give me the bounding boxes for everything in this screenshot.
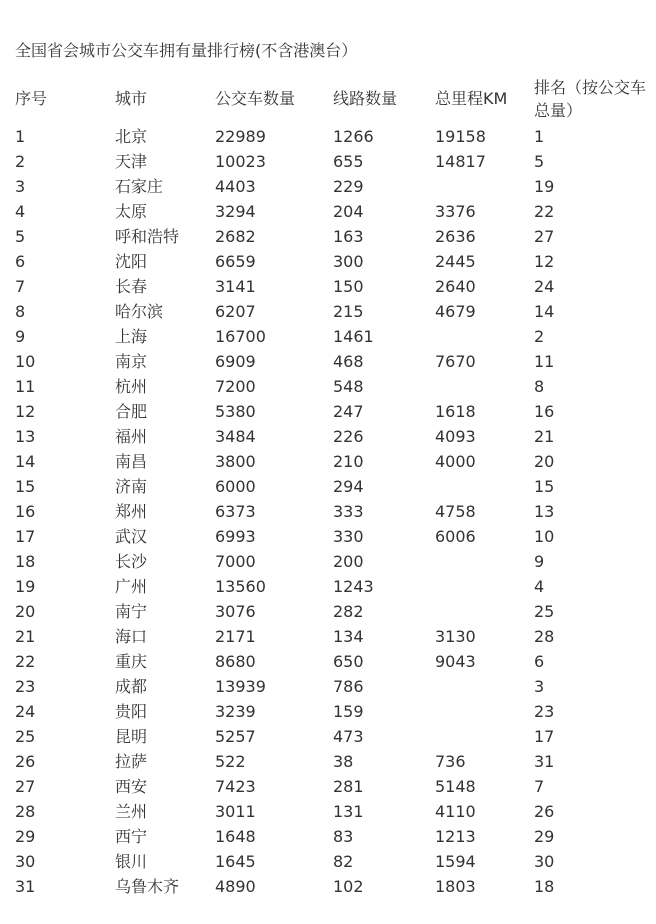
- cell-rank: 21: [534, 427, 555, 446]
- cell-bus-count: 1645: [215, 852, 256, 871]
- cell-route-count: 150: [333, 277, 364, 296]
- cell-route-count: 38: [333, 752, 354, 771]
- cell-total-mileage: 5148: [435, 777, 476, 796]
- cell-city: 天津: [115, 152, 148, 171]
- table-body: [0, 124, 656, 899]
- cell-rank: 22: [534, 202, 555, 221]
- table-row: [0, 674, 656, 699]
- cell-city: 济南: [115, 477, 148, 496]
- cell-total-mileage: 736: [435, 752, 466, 771]
- cell-bus-count: 6909: [215, 352, 256, 371]
- cell-city: 南宁: [115, 602, 148, 621]
- cell-rank: 30: [534, 852, 555, 871]
- cell-city: 成都: [115, 677, 148, 696]
- cell-total-mileage: 4679: [435, 302, 476, 321]
- cell-route-count: 82: [333, 852, 354, 871]
- cell-index: 14: [15, 452, 36, 471]
- cell-rank: 17: [534, 727, 555, 746]
- cell-rank: 25: [534, 602, 555, 621]
- cell-bus-count: 6000: [215, 477, 256, 496]
- cell-route-count: 650: [333, 652, 364, 671]
- table-row: [0, 274, 656, 299]
- cell-bus-count: 6373: [215, 502, 256, 521]
- cell-bus-count: 16700: [215, 327, 266, 346]
- cell-index: 22: [15, 652, 36, 671]
- table-row: [0, 699, 656, 724]
- cell-bus-count: 7423: [215, 777, 256, 796]
- cell-rank: 20: [534, 452, 555, 471]
- table-row: [0, 549, 656, 574]
- cell-rank: 24: [534, 277, 555, 296]
- cell-rank: 1: [534, 127, 545, 146]
- cell-route-count: 1243: [333, 577, 374, 596]
- cell-rank: 3: [534, 677, 545, 696]
- cell-index: 25: [15, 727, 36, 746]
- table-row: [0, 749, 656, 774]
- cell-city: 西安: [115, 777, 148, 796]
- cell-index: 24: [15, 702, 36, 721]
- cell-total-mileage: 9043: [435, 652, 476, 671]
- table-row: [0, 374, 656, 399]
- cell-index: 4: [15, 202, 26, 221]
- cell-index: 11: [15, 377, 36, 396]
- cell-rank: 10: [534, 527, 555, 546]
- table-row: [0, 649, 656, 674]
- cell-index: 19: [15, 577, 36, 596]
- cell-city: 哈尔滨: [115, 302, 164, 321]
- header-route-count: 线路数量: [333, 89, 398, 108]
- cell-route-count: 282: [333, 602, 364, 621]
- cell-bus-count: 3294: [215, 202, 256, 221]
- cell-rank: 6: [534, 652, 545, 671]
- cell-rank: 23: [534, 702, 555, 721]
- cell-route-count: 655: [333, 152, 364, 171]
- cell-city: 昆明: [115, 727, 148, 746]
- cell-index: 30: [15, 852, 36, 871]
- cell-rank: 9: [534, 552, 545, 571]
- table-row: [0, 399, 656, 424]
- cell-city: 乌鲁木齐: [115, 877, 180, 896]
- table-row: [0, 524, 656, 549]
- cell-total-mileage: 1213: [435, 827, 476, 846]
- cell-index: 3: [15, 177, 26, 196]
- cell-index: 1: [15, 127, 26, 146]
- cell-index: 16: [15, 502, 36, 521]
- cell-index: 29: [15, 827, 36, 846]
- table-row: [0, 799, 656, 824]
- cell-index: 26: [15, 752, 36, 771]
- table-row: [0, 224, 656, 249]
- cell-index: 31: [15, 877, 36, 896]
- cell-bus-count: 522: [215, 752, 246, 771]
- cell-index: 5: [15, 227, 26, 246]
- table-row: [0, 124, 656, 149]
- cell-route-count: 159: [333, 702, 364, 721]
- cell-route-count: 300: [333, 252, 364, 271]
- cell-total-mileage: 4110: [435, 802, 476, 821]
- cell-city: 南昌: [115, 452, 148, 471]
- cell-index: 23: [15, 677, 36, 696]
- cell-route-count: 163: [333, 227, 364, 246]
- cell-city: 合肥: [115, 402, 148, 421]
- cell-rank: 26: [534, 802, 555, 821]
- table-row: [0, 349, 656, 374]
- cell-route-count: 200: [333, 552, 364, 571]
- cell-index: 10: [15, 352, 36, 371]
- header-index: 序号: [15, 89, 48, 108]
- table-row: [0, 874, 656, 899]
- cell-city: 南京: [115, 352, 148, 371]
- cell-index: 9: [15, 327, 26, 346]
- cell-bus-count: 5257: [215, 727, 256, 746]
- cell-route-count: 134: [333, 627, 364, 646]
- cell-city: 石家庄: [115, 177, 164, 196]
- cell-index: 7: [15, 277, 26, 296]
- table-row: [0, 174, 656, 199]
- table-row: [0, 424, 656, 449]
- cell-bus-count: 3011: [215, 802, 256, 821]
- cell-route-count: 83: [333, 827, 354, 846]
- cell-total-mileage: 2445: [435, 252, 476, 271]
- cell-city: 呼和浩特: [115, 227, 180, 246]
- cell-rank: 19: [534, 177, 555, 196]
- cell-route-count: 473: [333, 727, 364, 746]
- cell-total-mileage: 4758: [435, 502, 476, 521]
- cell-city: 重庆: [115, 652, 148, 671]
- cell-city: 银川: [115, 852, 148, 871]
- cell-route-count: 210: [333, 452, 364, 471]
- cell-bus-count: 4890: [215, 877, 256, 896]
- cell-rank: 15: [534, 477, 555, 496]
- table-title: 全国省会城市公交车拥有量排行榜(不含港澳台）: [15, 41, 358, 60]
- cell-city: 北京: [115, 127, 148, 146]
- cell-total-mileage: 1594: [435, 852, 476, 871]
- header-rank: 排名（按公交车总量）: [534, 78, 647, 120]
- cell-route-count: 786: [333, 677, 364, 696]
- cell-index: 8: [15, 302, 26, 321]
- header-city: 城市: [115, 89, 148, 108]
- cell-index: 18: [15, 552, 36, 571]
- cell-bus-count: 3141: [215, 277, 256, 296]
- cell-route-count: 229: [333, 177, 364, 196]
- table-row: [0, 774, 656, 799]
- cell-city: 贵阳: [115, 702, 148, 721]
- cell-index: 17: [15, 527, 36, 546]
- cell-city: 长春: [115, 277, 148, 296]
- cell-total-mileage: 6006: [435, 527, 476, 546]
- table-row: [0, 599, 656, 624]
- cell-total-mileage: 7670: [435, 352, 476, 371]
- cell-city: 福州: [115, 427, 148, 446]
- cell-bus-count: 2682: [215, 227, 256, 246]
- cell-city: 太原: [115, 202, 148, 221]
- cell-total-mileage: 2640: [435, 277, 476, 296]
- cell-index: 13: [15, 427, 36, 446]
- cell-route-count: 1266: [333, 127, 374, 146]
- header-total-mileage: 总里程KM: [435, 89, 508, 108]
- cell-route-count: 294: [333, 477, 364, 496]
- cell-route-count: 333: [333, 502, 364, 521]
- cell-rank: 8: [534, 377, 545, 396]
- table-row: [0, 624, 656, 649]
- cell-route-count: 131: [333, 802, 364, 821]
- cell-city: 海口: [115, 627, 148, 646]
- cell-rank: 16: [534, 402, 555, 421]
- cell-city: 西宁: [115, 827, 148, 846]
- cell-index: 6: [15, 252, 26, 271]
- cell-index: 15: [15, 477, 36, 496]
- cell-rank: 18: [534, 877, 555, 896]
- cell-bus-count: 1648: [215, 827, 256, 846]
- cell-bus-count: 7200: [215, 377, 256, 396]
- cell-route-count: 215: [333, 302, 364, 321]
- cell-route-count: 330: [333, 527, 364, 546]
- cell-route-count: 468: [333, 352, 364, 371]
- table-row: [0, 299, 656, 324]
- table-row: [0, 199, 656, 224]
- cell-city: 杭州: [115, 377, 148, 396]
- cell-total-mileage: 2636: [435, 227, 476, 246]
- cell-route-count: 1461: [333, 327, 374, 346]
- cell-city: 长沙: [115, 552, 148, 571]
- cell-rank: 31: [534, 752, 555, 771]
- cell-city: 拉萨: [115, 752, 148, 771]
- table-row: [0, 724, 656, 749]
- cell-total-mileage: 1803: [435, 877, 476, 896]
- header-bus-count: 公交车数量: [215, 89, 296, 108]
- cell-rank: 5: [534, 152, 545, 171]
- cell-bus-count: 4403: [215, 177, 256, 196]
- cell-index: 20: [15, 602, 36, 621]
- table-row: [0, 249, 656, 274]
- cell-total-mileage: 3376: [435, 202, 476, 221]
- cell-rank: 29: [534, 827, 555, 846]
- cell-total-mileage: 14817: [435, 152, 486, 171]
- cell-route-count: 226: [333, 427, 364, 446]
- cell-bus-count: 22989: [215, 127, 266, 146]
- cell-bus-count: 6993: [215, 527, 256, 546]
- cell-total-mileage: 19158: [435, 127, 486, 146]
- cell-rank: 27: [534, 227, 555, 246]
- cell-bus-count: 5380: [215, 402, 256, 421]
- cell-bus-count: 6207: [215, 302, 256, 321]
- cell-rank: 7: [534, 777, 545, 796]
- cell-bus-count: 3800: [215, 452, 256, 471]
- cell-index: 27: [15, 777, 36, 796]
- cell-total-mileage: 4000: [435, 452, 476, 471]
- cell-bus-count: 6659: [215, 252, 256, 271]
- cell-city: 武汉: [115, 527, 148, 546]
- table-row: [0, 574, 656, 599]
- cell-total-mileage: 4093: [435, 427, 476, 446]
- table-row: [0, 499, 656, 524]
- table-row: [0, 824, 656, 849]
- table-row: [0, 474, 656, 499]
- table-row: [0, 149, 656, 174]
- cell-route-count: 247: [333, 402, 364, 421]
- cell-bus-count: 2171: [215, 627, 256, 646]
- cell-index: 2: [15, 152, 26, 171]
- cell-bus-count: 10023: [215, 152, 266, 171]
- table-row: [0, 324, 656, 349]
- cell-rank: 11: [534, 352, 555, 371]
- cell-rank: 28: [534, 627, 555, 646]
- cell-bus-count: 7000: [215, 552, 256, 571]
- cell-rank: 14: [534, 302, 555, 321]
- cell-index: 21: [15, 627, 36, 646]
- cell-route-count: 548: [333, 377, 364, 396]
- cell-index: 12: [15, 402, 36, 421]
- cell-rank: 2: [534, 327, 545, 346]
- cell-city: 沈阳: [115, 252, 148, 271]
- cell-rank: 13: [534, 502, 555, 521]
- cell-index: 28: [15, 802, 36, 821]
- cell-total-mileage: 1618: [435, 402, 476, 421]
- cell-bus-count: 3239: [215, 702, 256, 721]
- cell-rank: 4: [534, 577, 545, 596]
- cell-bus-count: 8680: [215, 652, 256, 671]
- cell-city: 郑州: [115, 502, 148, 521]
- cell-bus-count: 13939: [215, 677, 266, 696]
- cell-total-mileage: 3130: [435, 627, 476, 646]
- table-row: [0, 449, 656, 474]
- cell-route-count: 102: [333, 877, 364, 896]
- cell-city: 广州: [115, 577, 148, 596]
- cell-city: 兰州: [115, 802, 148, 821]
- cell-rank: 12: [534, 252, 555, 271]
- cell-route-count: 204: [333, 202, 364, 221]
- cell-city: 上海: [115, 327, 148, 346]
- table-row: [0, 849, 656, 874]
- cell-route-count: 281: [333, 777, 364, 796]
- cell-bus-count: 13560: [215, 577, 266, 596]
- cell-bus-count: 3076: [215, 602, 256, 621]
- cell-bus-count: 3484: [215, 427, 256, 446]
